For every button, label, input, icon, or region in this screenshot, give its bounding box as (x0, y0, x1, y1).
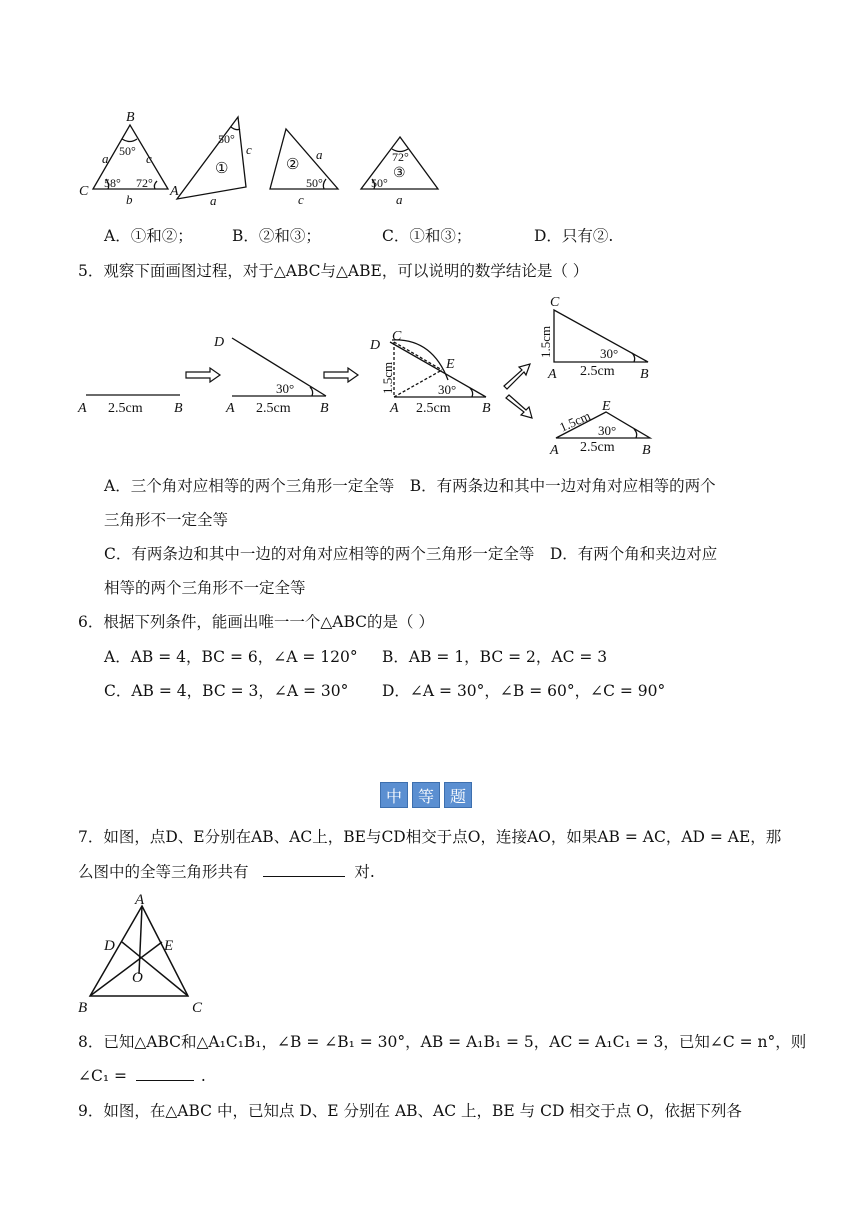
q6-option-a[interactable]: A．AB = 4，BC = 6，∠A = 120° (104, 648, 358, 666)
q5-r2-len2: 1.5cm (557, 407, 593, 435)
q7-D: D (104, 938, 115, 954)
q7-answer-blank[interactable] (263, 862, 345, 877)
q5-r1-ang: 30° (600, 346, 619, 361)
q5-s1-B: B (174, 401, 183, 416)
q5-r1-A: A (548, 367, 557, 382)
q7-stem-line2 (78, 862, 375, 882)
q8-stem-line2 (78, 1066, 206, 1086)
q4-t1-c: c (246, 142, 252, 157)
q5-r2-E: E (602, 399, 611, 414)
section-char-3: 题 (444, 782, 472, 808)
q4-option-c[interactable]: C．①和③； (382, 227, 472, 245)
q4-t0-A: A (170, 184, 179, 199)
q5-s3-C: C (392, 329, 402, 344)
q6-option-d[interactable]: D．∠A = 30°，∠B = 60°，∠C = 90° (382, 682, 666, 700)
q5-s2-D: D (214, 335, 225, 350)
q7-A: A (135, 892, 145, 908)
q5-r1-len: 2.5cm (580, 364, 615, 379)
q5-s1-A: A (78, 401, 87, 416)
q8-stem-part2: . (200, 1067, 206, 1085)
q5-r2-len: 2.5cm (580, 440, 615, 455)
q7-stem-line1: 7．如图，点D、E分别在AB、AC上，BE与CD相交于点O，连接AO，如果AB = AC，AD = AE，那 (78, 828, 782, 846)
q8-stem-part1: ∠C₁ = (78, 1067, 127, 1085)
q8-answer-blank[interactable] (136, 1066, 194, 1081)
q5-r2-A: A (550, 443, 559, 458)
q5-s3-ang: 30° (438, 382, 457, 397)
q4-t2-num: ② (286, 157, 300, 173)
q4-option-a[interactable]: A．①和②； (104, 227, 193, 245)
q4-t2-ang: 50° (306, 176, 323, 190)
q5-arrow-1 (186, 368, 220, 382)
q8-stem-line1: 8．已知△ABC和△A₁C₁B₁，∠B = ∠B₁ = 30°，AB = A₁B₁ = 5，AC = A₁C₁ = 3，已知∠C = n°，则 (78, 1033, 807, 1051)
q5-s3-len2: 1.5cm (380, 361, 395, 394)
q5-r1-B: B (640, 367, 649, 382)
q7-B: B (78, 1000, 88, 1016)
q5-arrow-2 (324, 368, 358, 382)
q4-t0-a: a (102, 151, 109, 166)
q5-s2-A: A (226, 401, 235, 416)
q5-option-b-cont: 三角形不一定全等 (104, 511, 229, 529)
section-char-2: 等 (412, 782, 440, 808)
q5-option-d-cont: 相等的两个三角形不一定全等 (104, 579, 306, 597)
q7-figure (74, 892, 214, 1020)
q4-t2-c: c (298, 192, 304, 207)
q7-O: O (132, 970, 143, 986)
q7-stem-part2: 对. (354, 863, 375, 881)
q5-s2-ang: 30° (276, 381, 295, 396)
q5-s3-B: B (482, 401, 491, 416)
section-badge (380, 782, 472, 808)
q5-r2-B: B (642, 443, 651, 458)
q5-stem: 5．观察下面画图过程，对于△ABC与△ABE，可以说明的数学结论是（ ） (78, 262, 589, 280)
q4-t1-a: a (210, 193, 217, 208)
q7-E: E (164, 938, 174, 954)
q4-t0-C: C (79, 184, 89, 199)
q4-t1-ang: 50° (218, 132, 235, 146)
q4-t0-B: B (126, 110, 135, 125)
q4-t0-angB: 50° (119, 144, 136, 158)
q7-C: C (192, 1000, 203, 1016)
q5-s3-E: E (446, 357, 455, 372)
q4-triangle-2 (270, 129, 338, 189)
q9-stem: 9．如图，在△ABC 中，已知点 D、E 分别在 AB、AC 上，BE 与 CD 相交于点 O，依据下列各 (78, 1102, 742, 1120)
q5-s2-len: 2.5cm (256, 401, 291, 416)
q4-t0-angC: 58° (104, 176, 121, 190)
q5-s1-len: 2.5cm (108, 401, 143, 416)
q6-stem: 6．根据下列条件，能画出唯一一个△ABC的是（ ） (78, 613, 434, 631)
q4-t3-ang2: 50° (371, 176, 388, 190)
q5-s3-A: A (390, 401, 399, 416)
q4-t1-num: ① (215, 161, 229, 177)
q7-stem-part1: 么图中的全等三角形共有 (78, 863, 249, 881)
section-char-1: 中 (380, 782, 408, 808)
q5-r2-ang: 30° (598, 423, 617, 438)
q5-s2-B: B (320, 401, 329, 416)
q4-t0-angA: 72° (136, 176, 153, 190)
q6-option-b[interactable]: B．AB = 1，BC = 2，AC = 3 (382, 648, 608, 666)
q5-arrow-up (504, 364, 530, 389)
q6-option-c[interactable]: C．AB = 4，BC = 3，∠A = 30° (104, 682, 349, 700)
q4-t3-ang1: 72° (392, 150, 409, 164)
q4-option-b[interactable]: B．②和③； (232, 227, 321, 245)
q5-option-c-d[interactable]: C．有两条边和其中一边的对角对应相等的两个三角形一定全等 D．有两个角和夹边对应 (104, 545, 718, 563)
q4-t0-c: c (146, 151, 152, 166)
q4-t0-b: b (126, 192, 133, 207)
q4-option-d[interactable]: D．只有②. (534, 227, 614, 245)
q4-t3-num: ③ (393, 166, 406, 181)
q5-arrow-down (506, 395, 532, 418)
q4-figures (70, 105, 460, 215)
q4-t3-a: a (396, 192, 403, 207)
q5-s3-D: D (370, 338, 381, 353)
q5-r1-C: C (550, 295, 560, 310)
q5-option-a-b[interactable]: A．三个角对应相等的两个三角形一定全等 B．有两条边和其中一边对角对应相等的两个 (104, 477, 716, 495)
q4-t2-a: a (316, 147, 323, 162)
q4-triangle-1 (177, 117, 246, 199)
q5-figure (74, 290, 674, 460)
q5-r1-len2: 1.5cm (538, 325, 553, 358)
q5-s3-len: 2.5cm (416, 401, 451, 416)
